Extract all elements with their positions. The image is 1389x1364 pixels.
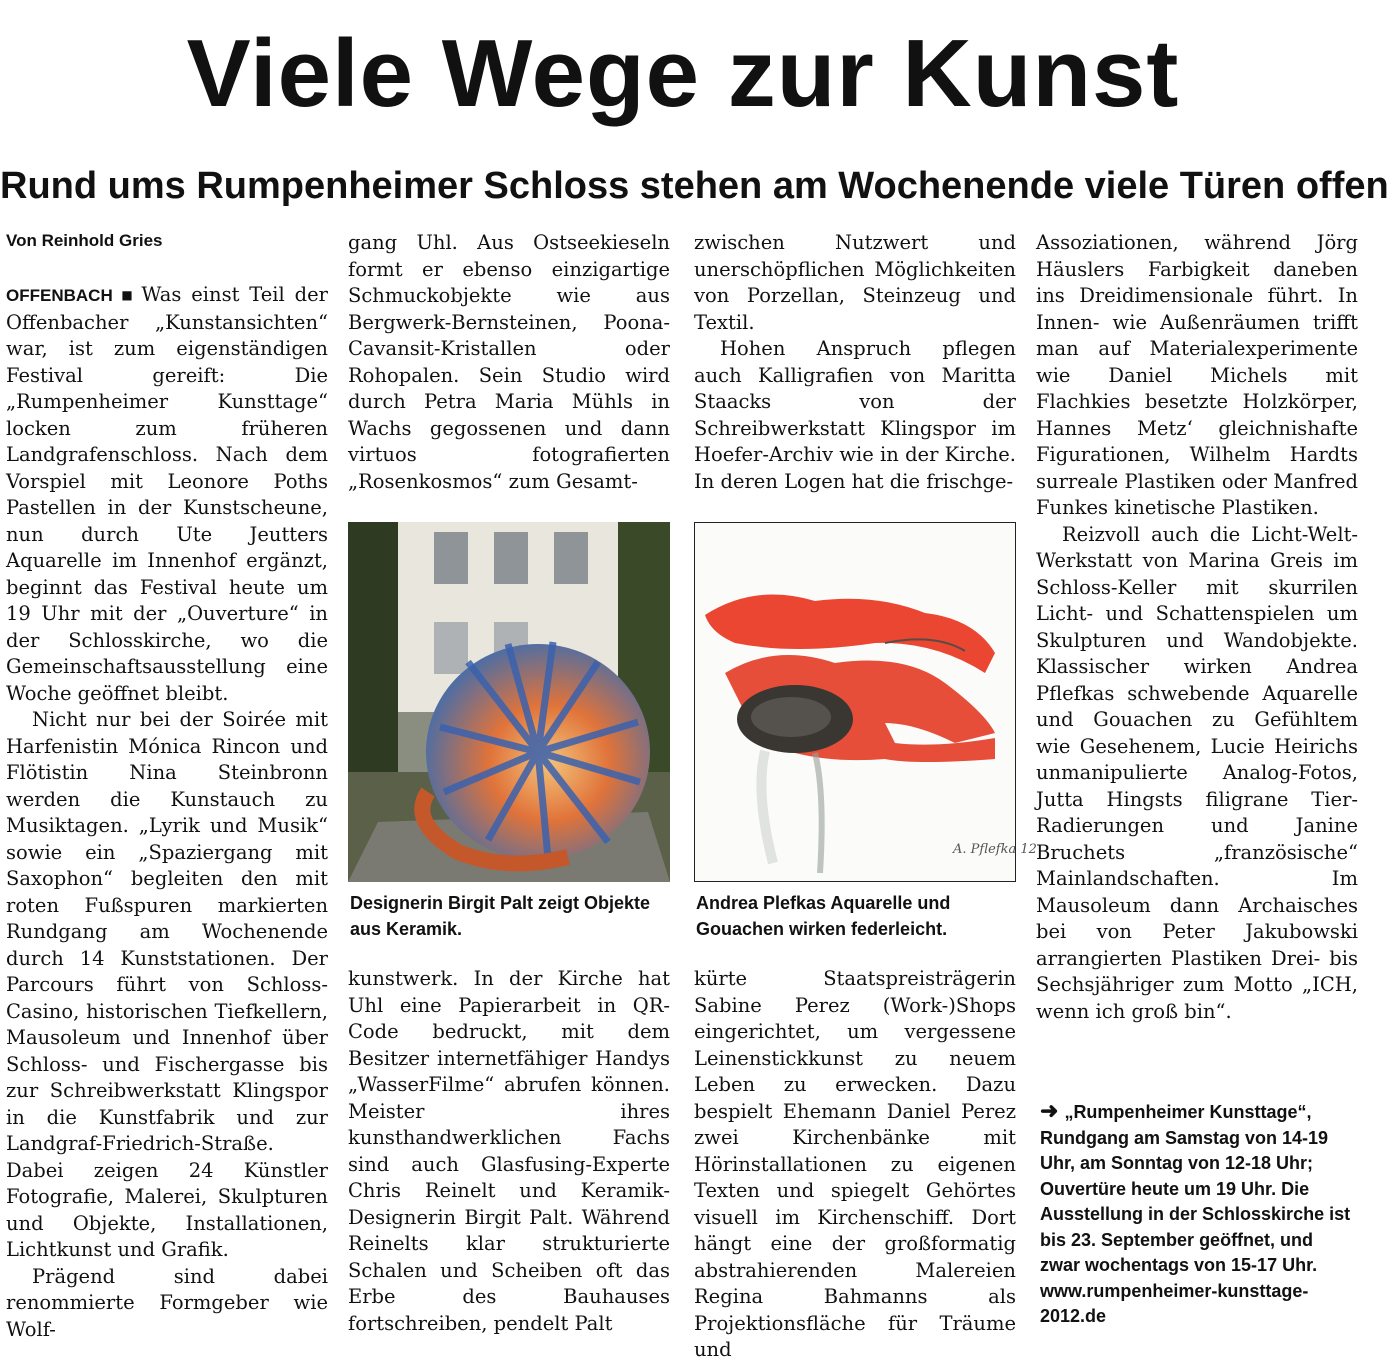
column-2-top bbox=[348, 230, 670, 495]
column-4 bbox=[1036, 230, 1358, 1025]
paragraph: gang Uhl. Aus Ostseekieseln formt er ebenso einzigartige Schmuckobjekte wie aus Bergwerk-Bernsteinen, Poona-Cavansit-Kristallen oder Rohopalen. Sein Studio wird durch Petra Maria Mühls in Wachs gegossenen und dann virtuos fotografierten „Rosenkosmos“ zum Gesamt- bbox=[348, 231, 670, 493]
column-3-bottom bbox=[694, 966, 1016, 1364]
paragraph-text: Was einst Teil der Offenbacher „Kunstansichten“ war, ist zum eigenständigen Festival gereift: Die „Rumpenheimer Kunsttage“ locken zum früheren Landgrafenschloss. Nach dem Vorspiel mit Leonore Poths Pastellen in der Kunstscheune, nun durch Ute Jeutters Aquarelle im Innenhof ergänzt, beginnt das Festival heute um 19 Uhr mit der „Ouverture“ in der Schlosskirche, wo die Gemeinschaftsausstellung eine Woche geöffnet bleibt. bbox=[6, 283, 328, 705]
ceramic-sculpture-image bbox=[348, 522, 670, 882]
paragraph: Reizvoll auch die Licht-Welt-Werkstatt von Marina Greis im Schloss-Keller mit skurrilen Licht- und Schattenspielen um Skulpturen und Wandobjekte. Klassischer wirken Andrea Pflefkas schwebende Aquarelle und Gouachen zu Gefühltem wie Gesehenem, Lucie Heirichs unmanipulierte Analog-Fotos, Jutta Hingsts filigrane Tier-Radierungen und Janine Bruchets „französische“ Mainlandschaften. Im Mausoleum dann Archaisches bei von Peter Jakubowski arrangierten Plastiken Drei- bis Sechsjähriger zum Motto „ICH, wenn ich groß bin“. bbox=[1036, 522, 1358, 1023]
dateline-separator: ■ bbox=[117, 288, 137, 303]
paragraph: Assoziationen, während Jörg Häuslers Farbigkeit daneben ins Dreidimensionale führt. In Innen- wie Außenräumen trifft man auf Materialexperimente wie Daniel Michels mit Flachkies besetzte Holzkörper, Hannes Metz‘ gleichnishafte Figurationen, Wilhelm Hardts surreale Plastiken oder Manfred Funkes kinetische Plastiken. bbox=[1036, 231, 1358, 519]
paragraph: kunstwerk. In der Kirche hat Uhl eine Papierarbeit in QR-Code bedruckt, mit dem Besitzer internetfähiger Handys „WasserFilme“ abrufen können. Meister ihres kunsthandwerklichen Fachs sind auch Glasfusing-Experte Chris Reinelt und Keramik-Designerin Birgit Palt. Während Reinelts klar strukturierte Schalen und Scheiben oft das Erbe des Bauhauses fortschreiben, pendelt Palt bbox=[348, 967, 670, 1335]
column-3-top bbox=[694, 230, 1016, 495]
arrow-right-icon: ➜ bbox=[1040, 1098, 1059, 1123]
photo-ceramic-sculpture bbox=[348, 522, 670, 882]
headline: Viele Wege zur Kunst bbox=[186, 20, 1180, 127]
subheadline: Rund ums Rumpenheimer Schloss stehen am Wochenende viele Türen offen bbox=[0, 165, 1389, 207]
watercolor-image bbox=[695, 523, 1037, 881]
paragraph: Nicht nur bei der Soirée mit Harfenistin Mónica Rincon und Flötistin Nina Steinbronn werden die Kunstauch zu Musiktagen. „Lyrik und Musik“ sowie ein „Spaziergang mit Saxophon“ begleiten den mit roten Fußspuren markierten Rundgang am Wochenende durch 14 Kunststationen. Der Parcours führt von Schloss-Casino, historischen Tiefkellern, Mausoleum und Innenhof über Schloss- und Fischergasse bis zur Schreibwerkstatt Klingspor in die Kunstfabrik und zur Landgraf-Friedrich-Straße. Dabei zeigen 24 Künstler Fotografie, Malerei, Skulpturen und Objekte, Installationen, Lichtkunst und Grafik. bbox=[6, 708, 328, 1261]
info-box-text: „Rumpenheimer Kunsttage“, Rundgang am Samstag von 14-19 Uhr, am Sonntag von 12-18 Uhr; Ouvertüre heute um 19 Uhr. Die Ausstellung in der Schlosskirche ist bis 23. September geöffnet, und zwar wochentags von 15-17 Uhr. www.rumpenheimer-kunsttage-2012.de bbox=[1040, 1102, 1351, 1326]
column-1 bbox=[6, 230, 328, 1343]
column-2-bottom bbox=[348, 966, 670, 1337]
paragraph: Prägend sind dabei renommierte Formgeber wie Wolf- bbox=[6, 1264, 328, 1341]
paragraph bbox=[6, 282, 328, 707]
paragraph: kürte Staatspreisträgerin Sabine Perez (Work-)Shops eingerichtet, um vergessene Leinenstickkunst zu neuem Leben zu erwecken. Dazu bespielt Ehemann Daniel Perez zwei Kirchenbänke mit Hörinstallationen zu eigenen Texten und spiegelt Gehörtes visuell im Kirchenschiff. Dort hängt eine der großformatig abstrahierenden Malereien Regina Bahmanns als Projektionsfläche für Träume und bbox=[694, 967, 1016, 1361]
dateline: OFFENBACH bbox=[6, 286, 113, 305]
painting-signature: A. Pflefka 12 bbox=[953, 842, 1037, 857]
paragraph: Hohen Anspruch pflegen auch Kalligrafien von Maritta Staacks von der Schreibwerkstatt Klingspor im Hoefer-Archiv wie in der Kirche. In deren Logen hat die frischge- bbox=[694, 337, 1016, 493]
photo-watercolor bbox=[694, 522, 1037, 882]
caption-photo-2: Andrea Plefkas Aquarelle und Gouachen wirken federleicht. bbox=[696, 893, 951, 939]
byline: Von Reinhold Gries bbox=[6, 231, 163, 250]
info-box bbox=[1040, 1098, 1358, 1330]
caption-photo-1: Designerin Birgit Palt zeigt Objekte aus Keramik. bbox=[350, 893, 651, 939]
paragraph: zwischen Nutzwert und unerschöpflichen Möglichkeiten von Porzellan, Steinzeug und Textil. bbox=[694, 231, 1016, 334]
